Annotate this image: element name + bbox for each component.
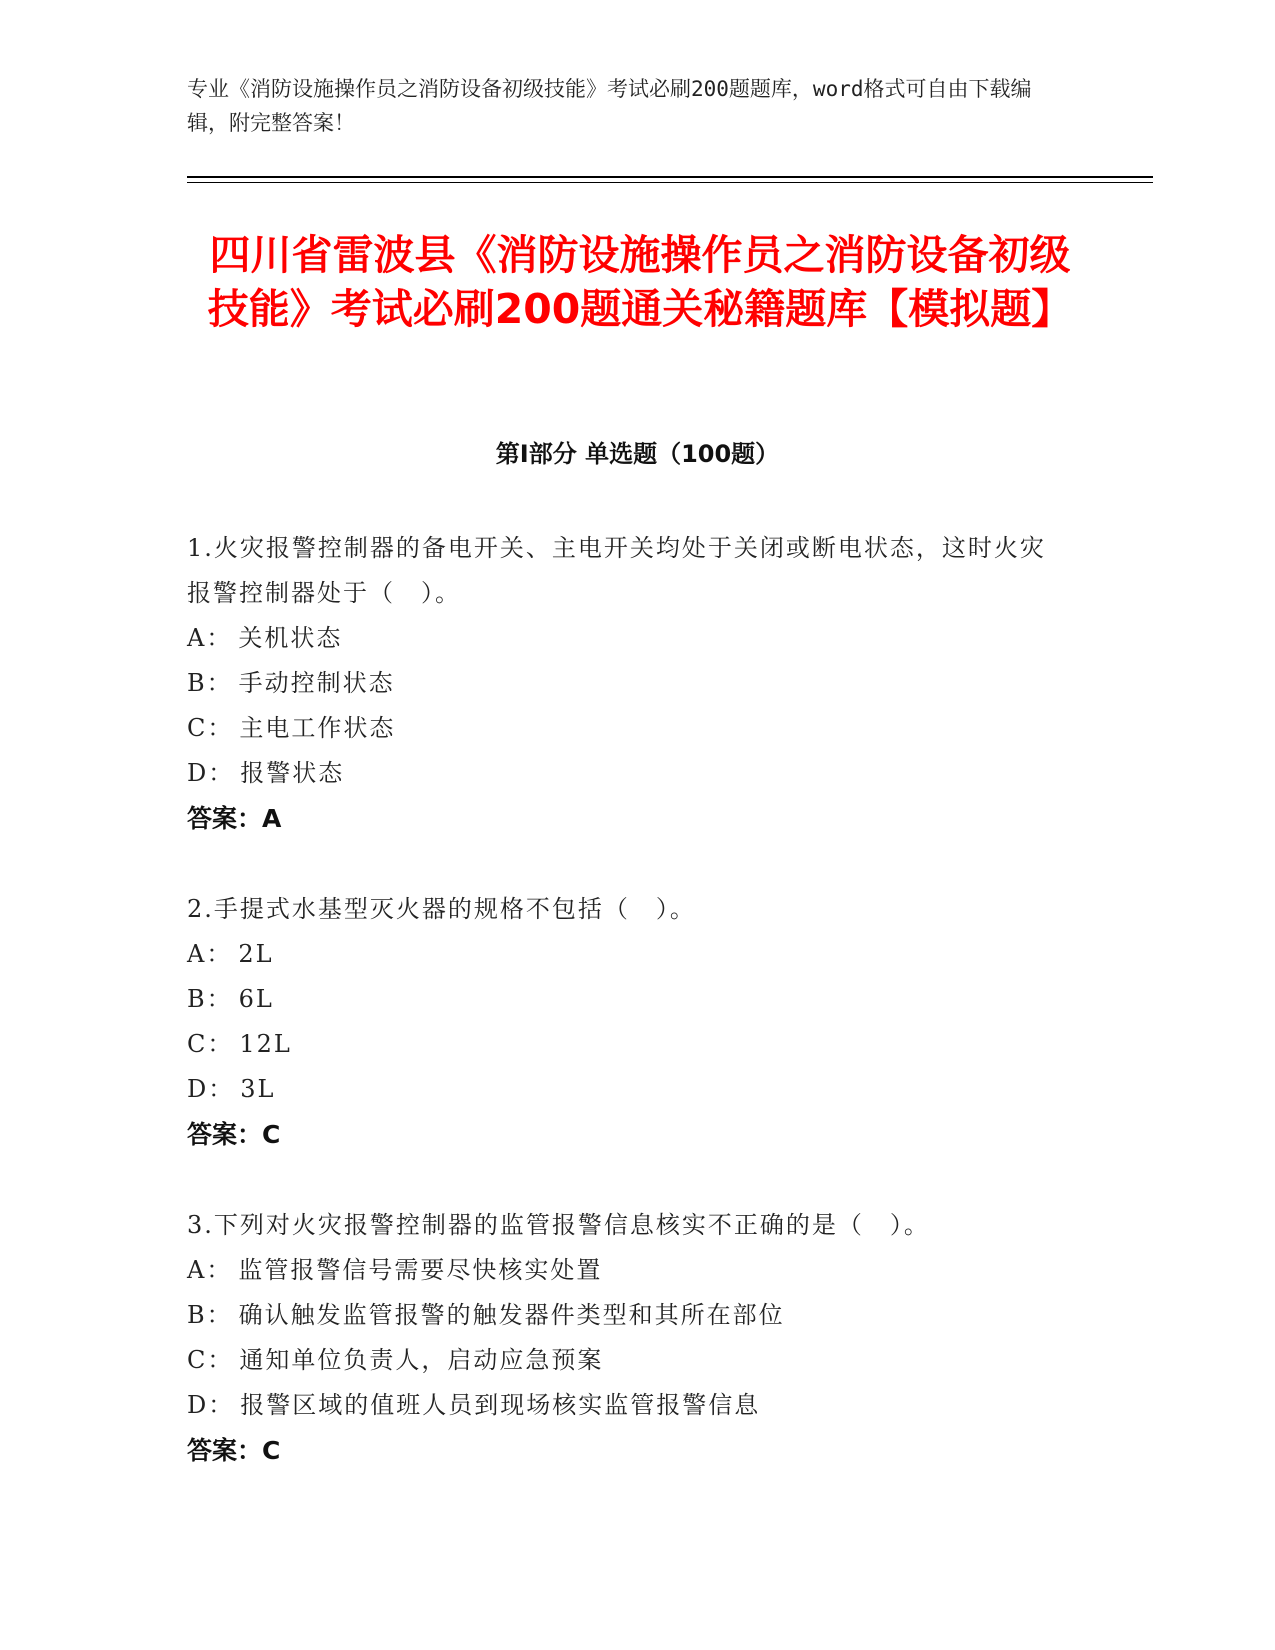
option-key: D： — [187, 1075, 235, 1103]
question-1 — [187, 526, 1067, 841]
question-2 — [187, 887, 1067, 1157]
option-text: 12L — [239, 1030, 292, 1058]
option-key: D： — [187, 759, 235, 787]
option-text: 监管报警信号需要尽快核实处置 — [238, 1256, 603, 1284]
option-c — [187, 1022, 1067, 1067]
option-a — [187, 616, 1067, 661]
option-b — [187, 661, 1067, 706]
option-key: C： — [187, 1030, 234, 1058]
option-key: A： — [187, 624, 233, 652]
option-d — [187, 751, 1067, 796]
option-d — [187, 1383, 1067, 1428]
option-text: 主电工作状态 — [239, 714, 396, 742]
option-text: 2L — [238, 940, 274, 968]
answer: 答案：C — [187, 1436, 281, 1465]
section-heading: 第Ⅰ部分 单选题（100题） — [495, 440, 780, 468]
option-key: B： — [187, 1301, 233, 1329]
option-a — [187, 1248, 1067, 1293]
question-stem: 3.下列对火灾报警控制器的监管报警信息核实不正确的是（ ）。 — [187, 1211, 930, 1239]
document-title: 四川省雷波县《消防设施操作员之消防设备初级技能》考试必刷200题通关秘籍题库【模拟题】 — [207, 231, 1073, 333]
option-b — [187, 1293, 1067, 1338]
option-text: 6L — [238, 985, 274, 1013]
option-key: C： — [187, 714, 234, 742]
question-stem: 2.手提式水基型灭火器的规格不包括（ ）。 — [187, 895, 696, 923]
option-key: B： — [187, 669, 233, 697]
option-d — [187, 1067, 1067, 1112]
option-text: 通知单位负责人，启动应急预案 — [239, 1346, 604, 1374]
option-text: 手动控制状态 — [238, 669, 395, 697]
option-key: A： — [187, 1256, 233, 1284]
option-key: D： — [187, 1391, 235, 1419]
option-b — [187, 977, 1067, 1022]
option-text: 3L — [240, 1075, 276, 1103]
option-text: 报警状态 — [240, 759, 345, 787]
question-3 — [187, 1203, 1067, 1473]
question-list — [187, 526, 1067, 1519]
header-divider-thick — [187, 176, 1153, 178]
option-key: A： — [187, 940, 233, 968]
question-stem: 1.火灾报警控制器的备电开关、主电开关均处于关闭或断电状态，这时火灾报警控制器处于（ ）。 — [187, 534, 1046, 607]
option-key: C： — [187, 1346, 234, 1374]
option-text: 报警区域的值班人员到现场核实监管报警信息 — [240, 1391, 761, 1419]
option-text: 关机状态 — [238, 624, 343, 652]
option-key: B： — [187, 985, 233, 1013]
answer: 答案：C — [187, 1120, 281, 1149]
header-divider-thin — [187, 182, 1153, 183]
option-a — [187, 932, 1067, 977]
option-text: 确认触发监管报警的触发器件类型和其所在部位 — [238, 1301, 785, 1329]
answer: 答案：A — [187, 804, 282, 833]
option-c — [187, 706, 1067, 751]
option-c — [187, 1338, 1067, 1383]
header-note: 专业《消防设施操作员之消防设备初级技能》考试必刷200题题库，word格式可自由下载编辑，附完整答案！ — [187, 77, 1032, 135]
